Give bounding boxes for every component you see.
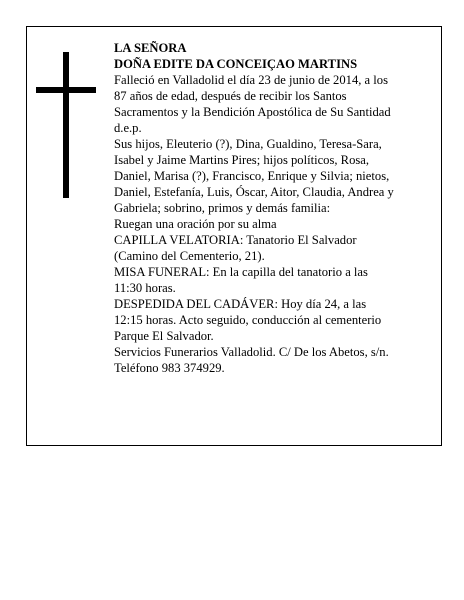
notice-line: 12:15 horas. Acto seguido, conducción al cementerio (114, 313, 382, 327)
notice-line: Daniel, Estefanía, Luis, Óscar, Aitor, Claudia, Andrea y (114, 185, 394, 199)
notice-heading: LA SEÑORA (114, 41, 187, 55)
cross-icon (36, 52, 96, 198)
notice-line: CAPILLA VELATORIA: Tanatorio El Salvador (114, 233, 357, 247)
cross-horizontal-bar (36, 87, 96, 93)
cross-vertical-bar (63, 52, 69, 198)
notice-line: Sus hijos, Eleuterio (?), Dina, Gualdino, Teresa-Sara, (114, 137, 382, 151)
notice-text (114, 40, 424, 376)
notice-line: Parque El Salvador. (114, 329, 214, 343)
notice-line: DESPEDIDA DEL CADÁVER: Hoy día 24, a las (114, 297, 367, 311)
notice-line: MISA FUNERAL: En la capilla del tanatorio a las (114, 265, 368, 279)
notice-line: (Camino del Cementerio, 21). (114, 249, 265, 263)
notice-line: d.e.p. (114, 121, 142, 135)
notice-line: Falleció en Valladolid el día 23 de junio de 2014, a los (114, 73, 388, 87)
notice-line: 87 años de edad, después de recibir los Santos (114, 89, 347, 103)
notice-line: Ruegan una oración por su alma (114, 217, 277, 231)
notice-line: Daniel, Marisa (?), Francisco, Enrique y Silvia; nietos, (114, 169, 390, 183)
notice-line: Teléfono 983 374929. (114, 361, 225, 375)
notice-line: 11:30 horas. (114, 281, 176, 295)
notice-line: Sacramentos y la Bendición Apostólica de Su Santidad (114, 105, 391, 119)
notice-line: Gabriela; sobrino, primos y demás familia: (114, 201, 331, 215)
notice-line: Isabel y Jaime Martins Pires; hijos políticos, Rosa, (114, 153, 369, 167)
notice-line: Servicios Funerarios Valladolid. C/ De los Abetos, s/n. (114, 345, 389, 359)
deceased-name: DOÑA EDITE DA CONCEIÇAO MARTINS (114, 57, 358, 71)
